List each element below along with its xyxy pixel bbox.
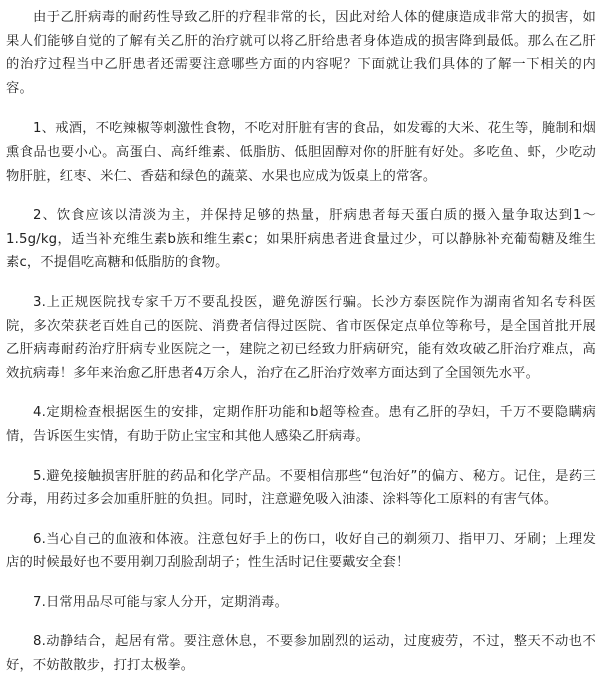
tip-item-6: 6.当心自己的血液和体液。注意包好手上的伤口，收好自己的剃须刀、指甲刀、牙刷；上理发店的时候最好也不要用剃刀刮脸刮胡子；性生活时记住要戴安全套！ — [6, 531, 596, 571]
intro-paragraph: 由于乙肝病毒的耐药性导致乙肝的疗程非常的长，因此对给人体的健康造成非常大的损害，如果人们能够自觉的了解有关乙肝的治疗就可以将乙肝给患者身体造成的损害降到最低。那么在乙肝的治疗过程当中乙肝患者还需要注意哪些方面的内容呢？下面就让我们具体的了解一下相关的内容。 — [6, 10, 596, 96]
tip-item-1: 1、戒酒，不吃辣椒等刺激性食物，不吃对肝脏有害的食品，如发霉的大米、花生等，腌制和烟熏食品也要小心。高蛋白、高纤维素、低脂肪、低胆固醇对你的肝脏有好处。多吃鱼、虾，少吃动物肝脏，红枣、米仁、香菇和绿色的蔬菜、水果也应成为饭桌上的常客。 — [6, 121, 596, 184]
tip-item-7: 7.日常用品尽可能与家人分开，定期消毒。 — [33, 594, 289, 610]
tip-item-3: 3.上正规医院找专家千万不要乱投医，避免游医行骗。长沙方泰医院作为湖南省知名专科医院，多次荣获老百姓自己的医院、消费者信得过医院、省市医保定点单位等称号，是全国首批开展乙肝病毒耐药治疗肝病专业医院之一，建院之初已经致力肝病研究，能有效攻破乙肝治疗难点，高效抗病毒！多年来治愈乙肝患者4万余人，治疗在乙肝治疗效率方面达到了全国领先水平。 — [6, 294, 596, 381]
tip-item-5: 5.避免接触损害肝脏的药品和化学产品。不要相信那些“包治好”的偏方、秘方。记住，是药三分毒，用药过多会加重肝脏的负担。同时，注意避免吸入油漆、涂料等化工原料的有害气体。 — [6, 468, 596, 508]
tip-item-8: 8.动静结合，起居有常。要注意休息，不要参加剧烈的运动，过度疲劳，不过，整天不动也不好，不妨散散步，打打太极拳。 — [6, 634, 596, 674]
tip-item-4: 4.定期检查根据医生的安排，定期作肝功能和b超等检查。患有乙肝的孕妇，千万不要隐瞒病情，告诉医生实情，有助于防止宝宝和其他人感染乙肝病毒。 — [6, 405, 596, 444]
tip-item-2: 2、饮食应该以清淡为主，并保持足够的热量，肝病患者每天蛋白质的摄入量争取达到1～1.5g/kg，适当补充维生素b族和维生素c；如果肝病患者进食量过少，可以静脉补充葡萄糖及维生素c，不提倡吃高糖和低脂肪的食物。 — [6, 208, 596, 271]
